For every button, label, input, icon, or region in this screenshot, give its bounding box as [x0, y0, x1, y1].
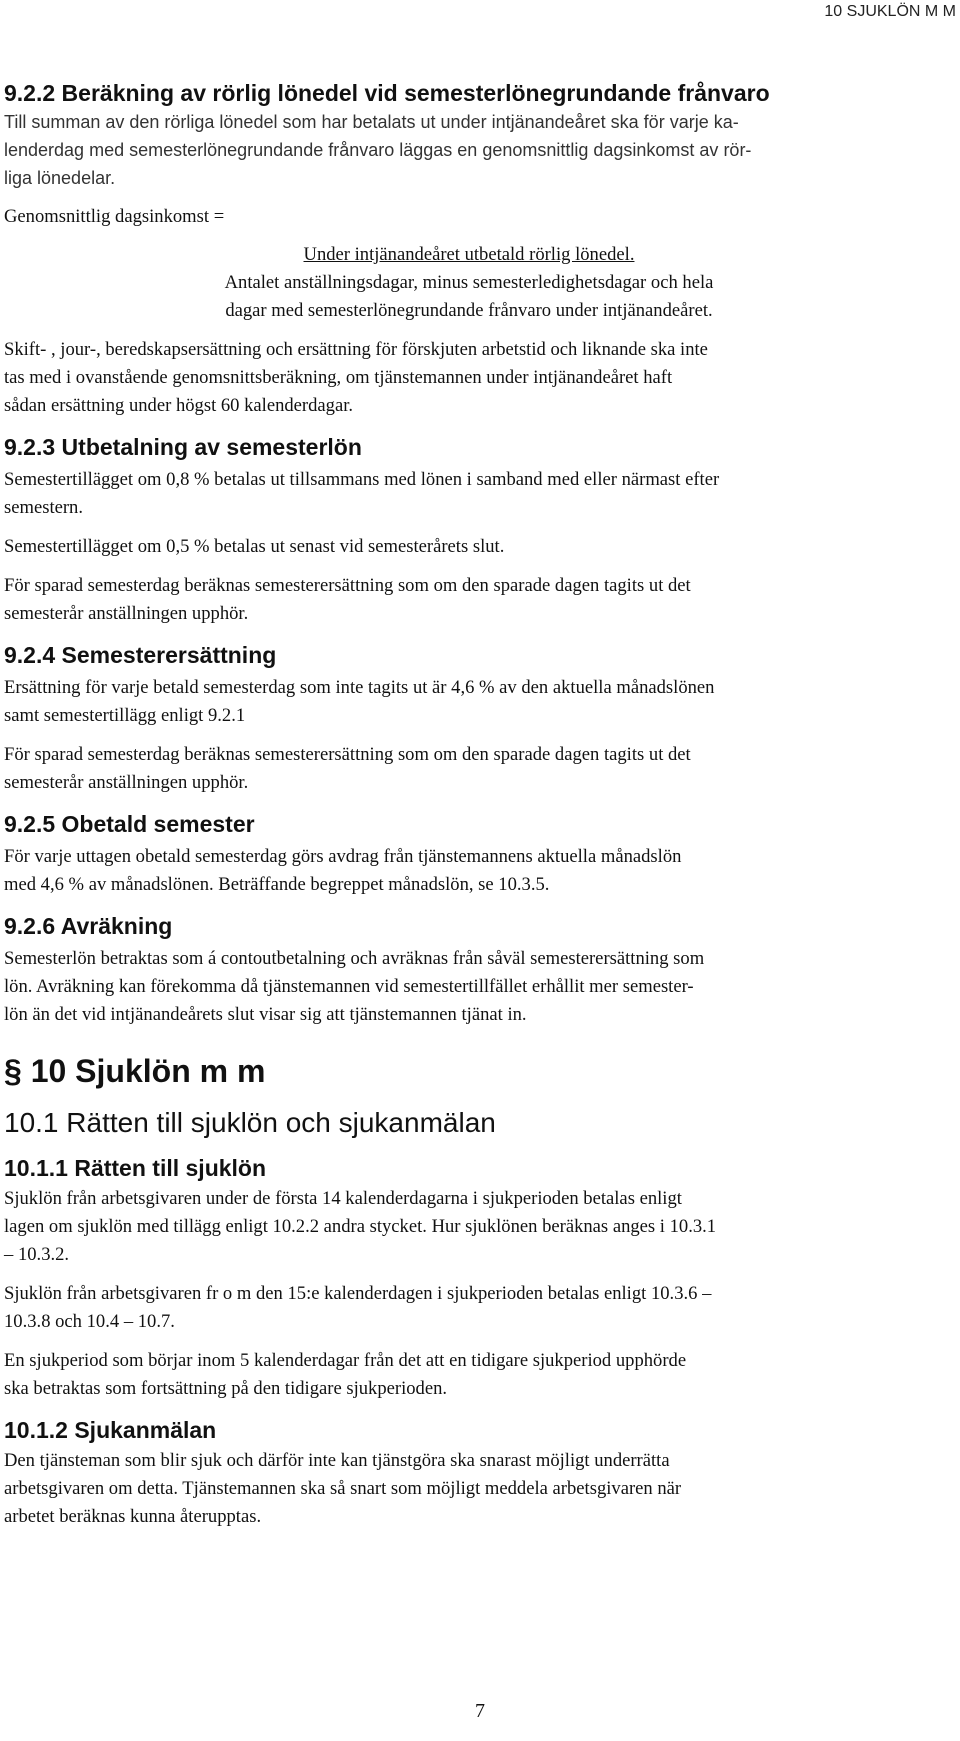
paragraph: [4, 1185, 956, 1269]
text-line: En sjukperiod som börjar inom 5 kalenderdagar från det att en tidigare sjukperiod upphörde: [4, 1350, 687, 1371]
heading-10-1: 10.1 Rätten till sjuklön och sjukanmälan: [4, 1107, 496, 1138]
text-line: tas med i ovanstående genomsnittsberäkning, om tjänstemannen under intjänandeåret haft: [4, 367, 673, 388]
text-line: Till summan av den rörliga lönedel som har betalats ut under intjänandeåret ska för varje ka-: [4, 112, 739, 132]
formula-fraction: [99, 241, 839, 325]
page-number: 7: [475, 1700, 485, 1722]
text-line: lagen om sjuklön med tillägg enligt 10.2.2 andra stycket. Hur sjuklönen beräknas anges i 10.3.1: [4, 1216, 717, 1237]
paragraph: [4, 843, 956, 899]
text-line: Ersättning för varje betald semesterdag som inte tagits ut är 4,6 % av den aktuella månadslönen: [4, 677, 715, 698]
heading-9-2-2: 9.2.2 Beräkning av rörlig lönedel vid semesterlönegrundande frånvaro: [4, 80, 770, 106]
text-line: Den tjänsteman som blir sjuk och därför inte kan tjänstgöra ska snarast möjligt underrätta: [4, 1450, 670, 1471]
text-line: För varje uttagen obetald semesterdag görs avdrag från tjänstemannens aktuella månadslön: [4, 846, 682, 867]
paragraph: Semestertillägget om 0,5 % betalas ut senast vid semesterårets slut.: [4, 536, 505, 557]
text-line: semesterår anställningen upphör.: [4, 772, 249, 793]
paragraph: [4, 1280, 956, 1336]
paragraph: [4, 674, 956, 730]
paragraph: [4, 572, 956, 628]
heading-9-2-4: 9.2.4 Semesterersättning: [4, 642, 277, 668]
text-line: För sparad semesterdag beräknas semesterersättning som om den sparade dagen tagits ut det: [4, 744, 691, 765]
text-line: Sjuklön från arbetsgivaren under de första 14 kalenderdagarna i sjukperioden betalas enligt: [4, 1188, 682, 1209]
paragraph: [4, 466, 956, 522]
heading-chapter-10: § 10 Sjuklön m m: [4, 1053, 266, 1089]
text-line: lenderdag med semesterlönegrundande frånvaro läggas en genomsnittlig dagsinkomst av rör-: [4, 140, 752, 160]
formula-denominator-line: Antalet anställningsdagar, minus semesterledighetsdagar och hela: [224, 272, 714, 293]
heading-10-1-2: 10.1.2 Sjukanmälan: [4, 1417, 217, 1443]
text-line: arbetet beräknas kunna återupptas.: [4, 1506, 262, 1527]
formula-numerator: Under intjänandeåret utbetald rörlig lönedel.: [303, 244, 635, 265]
heading-10-1-1: 10.1.1 Rätten till sjuklön: [4, 1155, 267, 1181]
heading-9-2-3: 9.2.3 Utbetalning av semesterlön: [4, 434, 362, 460]
text-line: arbetsgivaren om detta. Tjänstemannen ska så snart som möjligt meddela arbetsgivaren när: [4, 1478, 682, 1499]
text-line: lön. Avräkning kan förekomma då tjänstemannen vid semestertillfället erhållit mer semester-: [4, 976, 694, 997]
text-line: Semestertillägget om 0,8 % betalas ut tillsammans med lönen i samband med eller närmast efter: [4, 469, 720, 490]
text-line: sådan ersättning under högst 60 kalenderdagar.: [4, 395, 354, 416]
running-head: 10 SJUKLÖN M M: [824, 3, 956, 20]
paragraph-9-2-2-intro: [4, 108, 956, 192]
text-line: Skift- , jour-, beredskapsersättning och ersättning för förskjuten arbetstid och liknande ska inte: [4, 339, 708, 360]
text-line: semesterår anställningen upphör.: [4, 603, 249, 624]
heading-9-2-6: 9.2.6 Avräkning: [4, 913, 173, 939]
text-line: Sjuklön från arbetsgivaren fr o m den 15:e kalenderdagen i sjukperioden betalas enligt 10.3.6 –: [4, 1283, 712, 1304]
text-line: samt semestertillägg enligt 9.2.1: [4, 705, 246, 726]
paragraph-9-2-2-note: [4, 336, 956, 420]
text-line: liga lönedelar.: [4, 168, 116, 188]
paragraph: [4, 1347, 956, 1403]
text-line: 10.3.8 och 10.4 – 10.7.: [4, 1311, 175, 1332]
text-line: ska betraktas som fortsättning på den tidigare sjukperioden.: [4, 1378, 448, 1399]
page-body: [4, 78, 956, 1531]
text-line: – 10.3.2.: [4, 1244, 70, 1265]
formula-denominator-line: dagar med semesterlönegrundande frånvaro under intjänandeåret.: [225, 300, 713, 321]
text-line: med 4,6 % av månadslönen. Beträffande begreppet månadslön, se 10.3.5.: [4, 874, 550, 895]
paragraph: [4, 741, 956, 797]
text-line: semestern.: [4, 497, 83, 518]
formula-label: Genomsnittlig dagsinkomst =: [4, 206, 225, 227]
paragraph: [4, 945, 956, 1029]
text-line: lön än det vid intjänandeårets slut visar sig att tjänstemannen tjänat in.: [4, 1004, 527, 1025]
paragraph: [4, 1447, 956, 1531]
heading-9-2-5: 9.2.5 Obetald semester: [4, 811, 255, 837]
text-line: För sparad semesterdag beräknas semesterersättning som om den sparade dagen tagits ut det: [4, 575, 691, 596]
text-line: Semesterlön betraktas som á contoutbetalning och avräknas från såväl semesterersättning som: [4, 948, 705, 969]
